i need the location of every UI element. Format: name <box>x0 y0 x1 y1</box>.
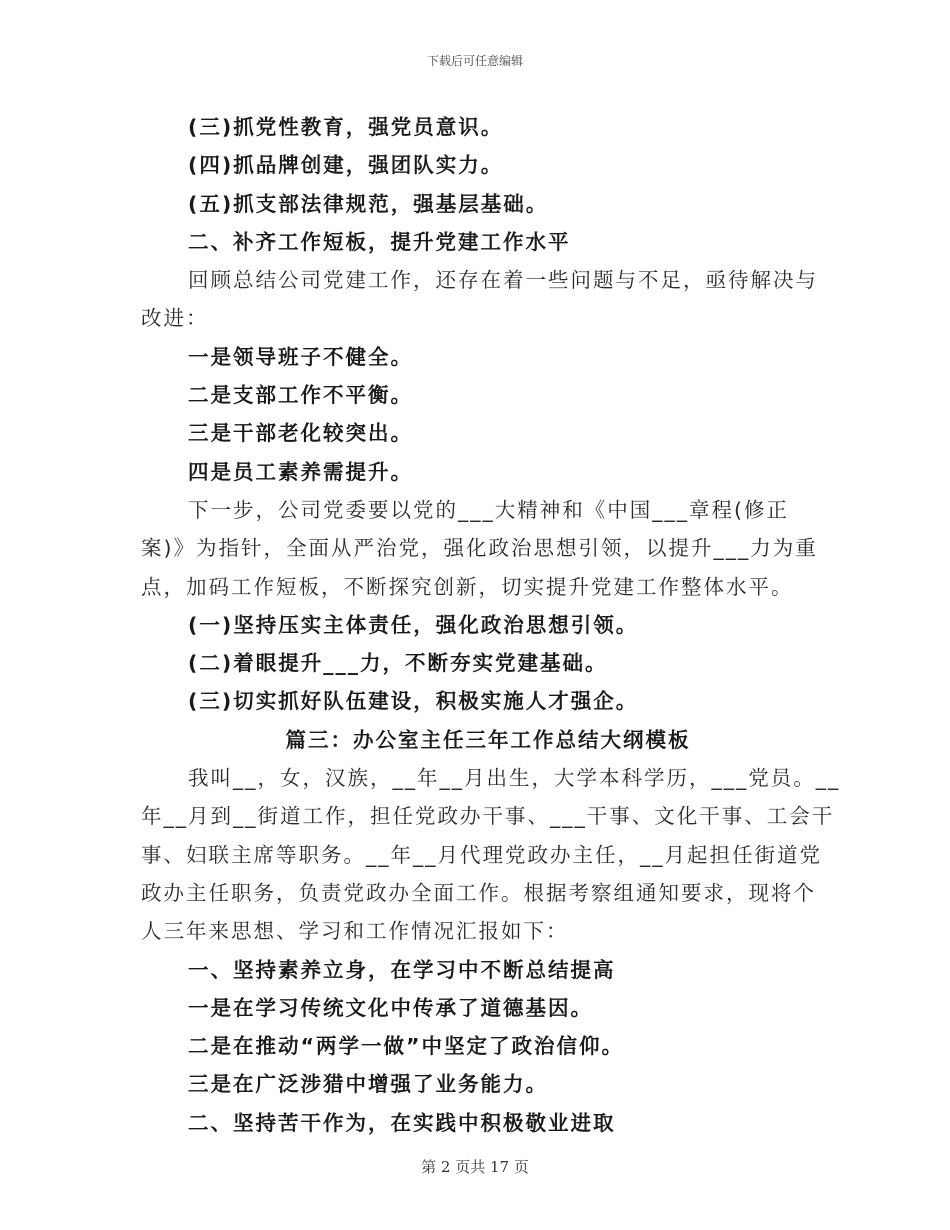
text-line: 一是在学习传统文化中传承了道德基因。 <box>188 995 593 1020</box>
text-line: (二)着眼提升___力，不断夯实党建基础。 <box>188 651 608 676</box>
text-line: 三是干部老化较突出。 <box>188 421 413 446</box>
paragraph-line: 政办主任职务，负责党政办全面工作。根据考察组通知要求，现将个 <box>141 880 816 905</box>
paragraph-line: 事、妇联主席等职务。__年__月代理党政办主任，__月起担任街道党 <box>141 842 822 867</box>
text-line: (三)切实抓好队伍建设，积极实施人才强企。 <box>188 689 639 714</box>
text-line: 三是在广泛涉猎中增强了业务能力。 <box>188 1072 548 1097</box>
paragraph-line: 我叫__，女，汉族，__年__月出生，大学本科学历，___党员。__ <box>188 766 841 791</box>
chapter-title: 篇三：办公室主任三年工作总结大纲模板 <box>285 727 691 752</box>
text-line: (三)抓党性教育，强党员意识。 <box>188 115 504 139</box>
document-body <box>141 108 841 1142</box>
section-heading: 一、坚持素养立身，在学习中不断总结提高 <box>188 957 616 982</box>
section-heading: 二、坚持苦干作为，在实践中积极敬业进取 <box>188 1110 616 1135</box>
paragraph-line: 案)》为指针，全面从严治党，强化政治思想引领，以提升___力为重 <box>141 536 818 561</box>
text-line: 二是在推动“两学一做”中坚定了政治信仰。 <box>188 1034 624 1059</box>
text-line: 四是员工素养需提升。 <box>188 459 413 484</box>
text-line: (五)抓支部法律规范，强基层基础。 <box>188 191 549 216</box>
paragraph-line: 回顾总结公司党建工作，还存在着一些问题与不足，亟待解决与 <box>188 268 818 293</box>
page-header: 下载后可任意编辑 <box>426 54 523 68</box>
text-line: (四)抓品牌创建，强团队实力。 <box>188 153 504 178</box>
section-heading: 二、补齐工作短板，提升党建工作水平 <box>188 229 571 254</box>
text-line: 一是领导班子不健全。 <box>188 344 413 369</box>
paragraph-line: 下一步，公司党委要以党的___大精神和《中国___章程(修正 <box>188 497 789 522</box>
paragraph-line: 人三年来思想、学习和工作情况汇报如下： <box>141 919 569 944</box>
paragraph-line: 年__月到__街道工作，担任党政办干事、___干事、文化干事、工会干 <box>141 804 835 829</box>
text-line: 二是支部工作不平衡。 <box>188 383 413 408</box>
text-line: (一)坚持压实主体责任，强化政治思想引领。 <box>188 612 639 637</box>
paragraph-line: 点，加码工作短板，不断探究创新，切实提升党建工作整体水平。 <box>141 574 794 599</box>
paragraph-line: 改进： <box>141 306 209 331</box>
page-footer: 第 2 页共 17 页 <box>421 1158 529 1176</box>
